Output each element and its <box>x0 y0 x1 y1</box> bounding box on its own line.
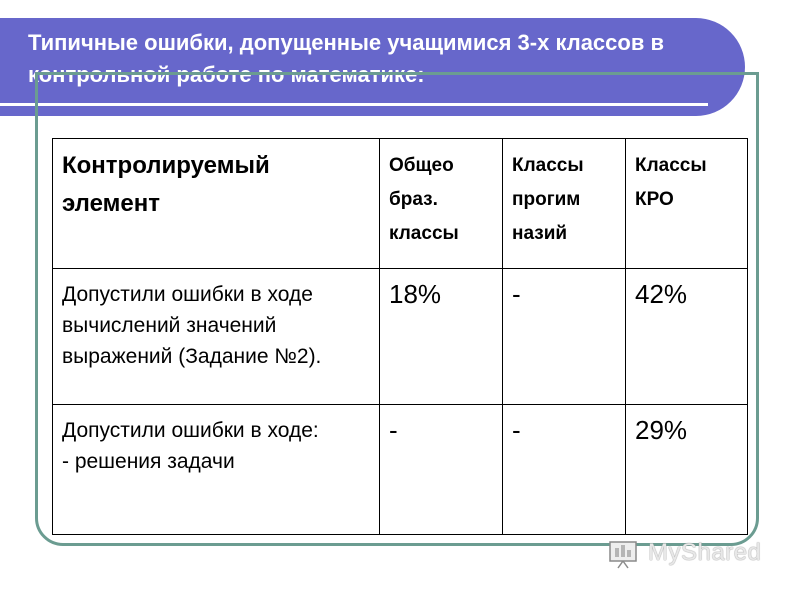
header-progymnasium-classes: Классы прогим назий <box>503 139 626 269</box>
row-value-kro: 29% <box>626 405 748 535</box>
slide-title: Типичные ошибки, допущенные учащимися 3-х классов в контрольной работе по математике: <box>28 30 665 87</box>
row-task-label: Допустили ошибки в ходе: - решения задачи <box>53 405 380 535</box>
row-value-kro: 42% <box>626 269 748 405</box>
header-general-classes: Общео браз. классы <box>380 139 503 269</box>
row-value-general: 18% <box>380 269 503 405</box>
row-value-progymnasium: - <box>503 269 626 405</box>
watermark <box>608 535 761 571</box>
myshared-logo-icon <box>608 536 642 570</box>
table-row <box>53 269 748 405</box>
header-row <box>53 139 748 269</box>
row-value-general: - <box>380 405 503 535</box>
watermark-text: MyShared <box>648 539 762 566</box>
row-task-label: Допустили ошибки в ходе вычислений значений выражений (Задание №2). <box>53 269 380 405</box>
table-row <box>53 405 748 535</box>
header-controlled-element: Контролируемый элемент <box>53 139 380 269</box>
header-kro-classes: Классы КРО <box>626 139 748 269</box>
errors-table <box>52 138 748 535</box>
row-value-progymnasium: - <box>503 405 626 535</box>
